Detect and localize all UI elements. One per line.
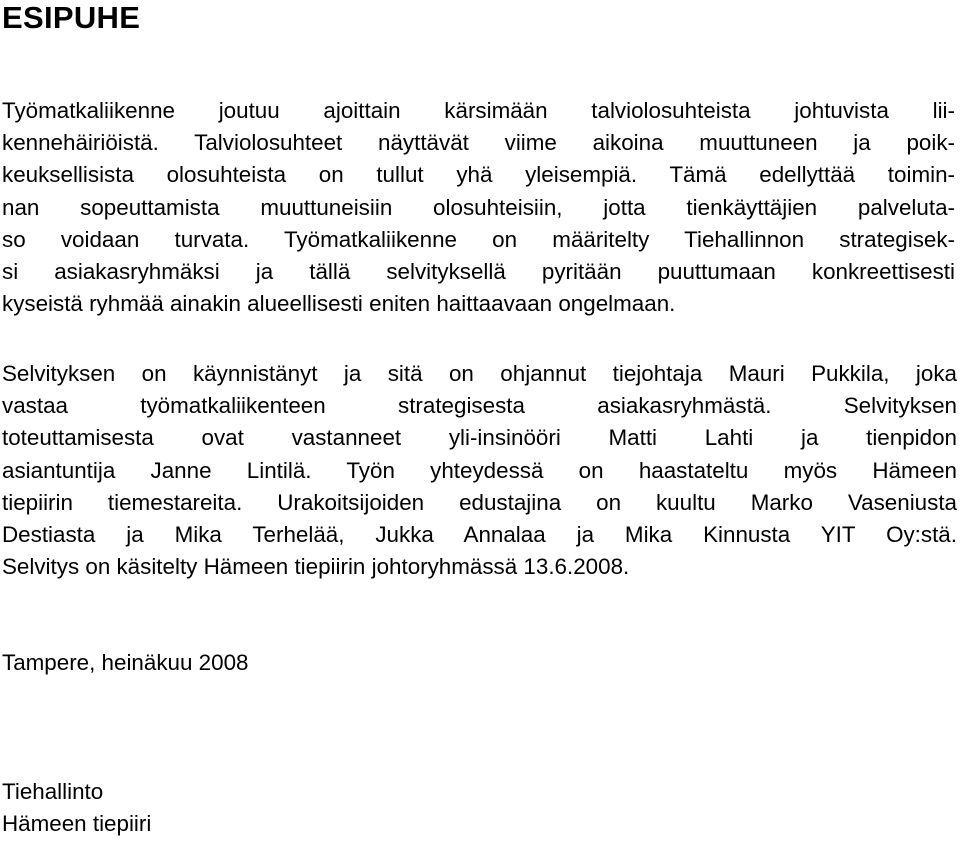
paragraph-line: si asiakasryhmäksi ja tällä selvityksellä pyritään puuttumaan konkreettisesti xyxy=(2,259,955,285)
paragraph-line: toteuttamisesta ovat vastanneet yli-insinööri Matti Lahti ja tienpidon xyxy=(2,425,957,451)
paragraph-line: keuksellisista olosuhteista on tullut yhä yleisempiä. Tämä edellyttää toimin- xyxy=(2,162,955,188)
organization-name: Tiehallinto xyxy=(2,779,104,804)
paragraph-line: vastaa työmatkaliikenteen strategisesta asiakasryhmästä. Selvityksen xyxy=(2,393,957,419)
place-and-date: Tampere, heinäkuu 2008 xyxy=(2,650,249,675)
paragraph-line: so voidaan turvata. Työmatkaliikenne on määritelty Tiehallinnon strategisek- xyxy=(2,226,955,252)
paragraph-line: kennehäiriöistä. Talviolosuhteet näyttävät viime aikoina muuttuneen ja poik- xyxy=(2,130,955,156)
paragraph-line: kyseistä ryhmää ainakin alueellisesti eniten haittaavaan ongelmaan. xyxy=(2,291,676,317)
paragraph-line: nan sopeuttamista muuttuneisiin olosuhteisiin, jotta tienkäyttäjien palveluta- xyxy=(2,194,955,220)
paragraph-line: asiantuntija Janne Lintilä. Työn yhteydessä on haastateltu myös Hämeen xyxy=(2,457,957,483)
paragraph-line: Destiasta ja Mika Terhelää, Jukka Annalaa ja Mika Kinnusta YIT Oy:stä. xyxy=(2,522,957,548)
paragraph-line: Työmatkaliikenne joutuu ajoittain kärsimään talviolosuhteista johtuvista lii- xyxy=(2,98,955,123)
organization-unit: Hämeen tiepiiri xyxy=(2,811,152,836)
paragraph-acknowledgements xyxy=(2,358,957,583)
paragraph-line: tiepiirin tiemestareita. Urakoitsijoiden edustajina on kuultu Marko Vaseniusta xyxy=(2,489,957,515)
page-title: ESIPUHE xyxy=(2,0,141,35)
paragraph-line: Selvitys on käsitelty Hämeen tiepiirin johtoryhmässä 13.6.2008. xyxy=(2,554,630,580)
paragraph-intro xyxy=(2,95,955,320)
paragraph-line: Selvityksen on käynnistänyt ja sitä on ohjannut tiejohtaja Mauri Pukkila, joka xyxy=(2,361,957,386)
